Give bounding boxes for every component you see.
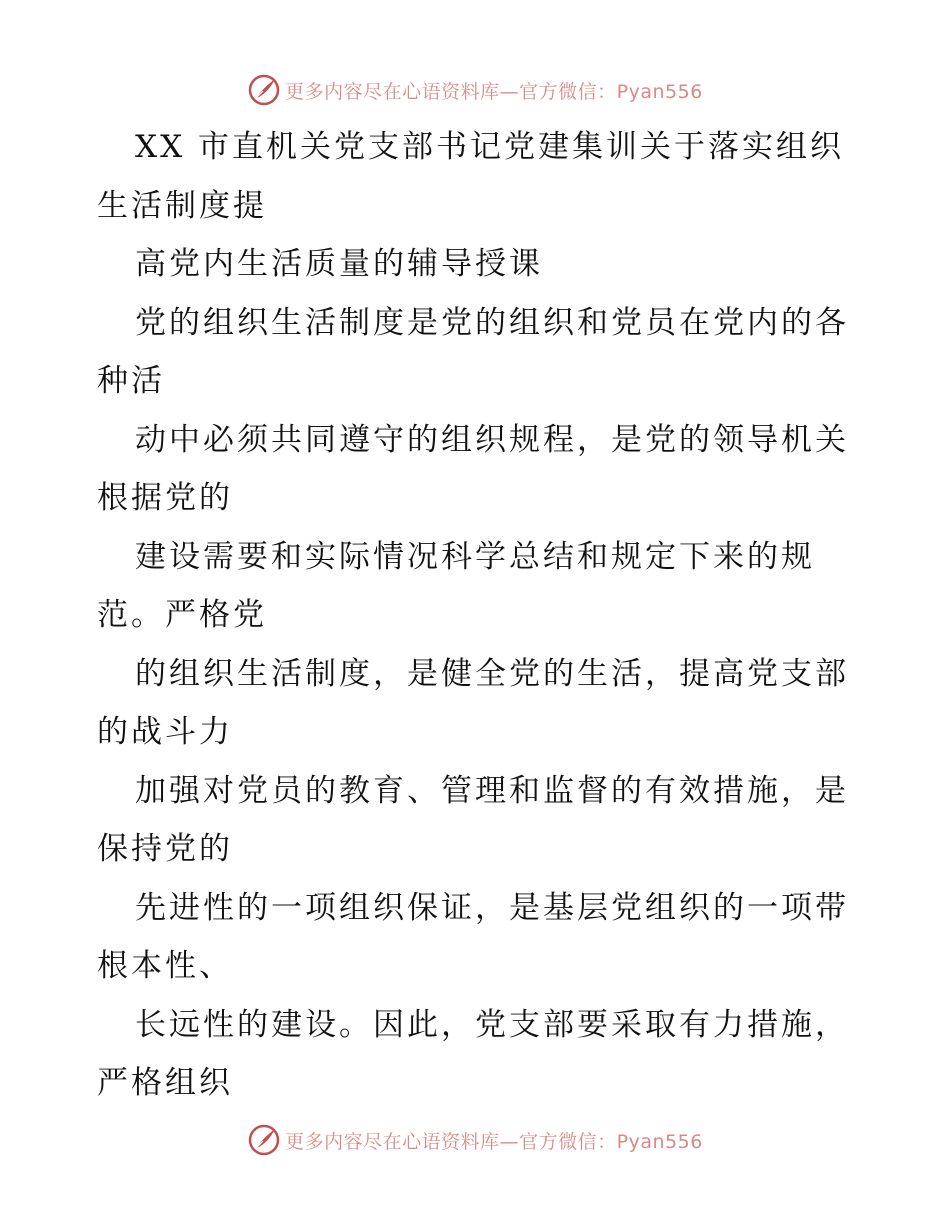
text-line: 生活制度提 [97, 187, 267, 224]
document-body [97, 118, 857, 1113]
header-banner [0, 70, 950, 110]
feather-pen-logo-icon [247, 73, 281, 107]
text-line: 根据党的 [97, 480, 233, 516]
text-line: 严格组织 [97, 1065, 233, 1101]
text-line: 建设需要和实际情况科学总结和规定下来的规 [135, 538, 815, 575]
text-line: 先进性的一项组织保证，是基层党组织的一项带 [135, 889, 849, 926]
text-line: 长远性的建设。因此，党支部要采取有力措施， [135, 1006, 849, 1043]
text-line: 的战斗力 [97, 714, 233, 750]
text-line: 的组织生活制度，是健全党的生活，提高党支部 [135, 655, 849, 692]
text-line: 种活 [97, 363, 165, 399]
text-line: 党的组织生活制度是党的组织和党员在党内的各 [135, 304, 849, 341]
banner-text: 更多内容尽在心语资料库—官方微信：Pyan556 [285, 1130, 703, 1153]
text-line: 高党内生活质量的辅导授课 [135, 246, 543, 282]
text-line: 加强对党员的教育、管理和监督的有效措施，是 [135, 772, 849, 809]
feather-pen-logo-icon [247, 1123, 281, 1157]
banner-text: 更多内容尽在心语资料库—官方微信：Pyan556 [285, 80, 703, 103]
text-line: 动中必须共同遵守的组织规程，是党的领导机关 [135, 421, 849, 458]
text-line: 根本性、 [97, 948, 233, 984]
text-line: 保持党的 [97, 831, 233, 867]
footer-banner [0, 1120, 950, 1160]
text-line: 范。严格党 [97, 597, 267, 633]
text-line: XX 市直机关党支部书记党建集训关于落实组织 [135, 129, 844, 165]
